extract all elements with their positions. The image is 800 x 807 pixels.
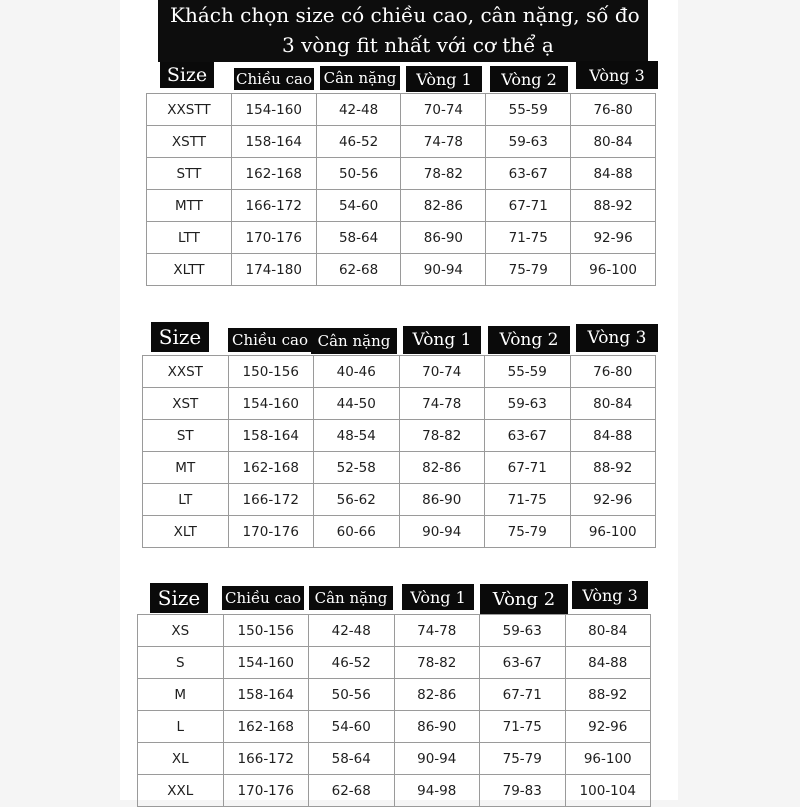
size-cell: STT <box>147 158 232 190</box>
weight-cell: 54-60 <box>316 190 401 222</box>
weight-cell: 56-62 <box>314 484 400 516</box>
table1-header-waist: Vòng 2 <box>490 66 568 92</box>
bust-cell: 86-90 <box>401 222 486 254</box>
height-cell: 150-156 <box>228 356 314 388</box>
weight-cell: 42-48 <box>316 94 401 126</box>
hip-cell: 80-84 <box>570 388 656 420</box>
waist-cell: 55-59 <box>485 356 571 388</box>
bust-cell: 74-78 <box>401 126 486 158</box>
table-row <box>138 775 651 807</box>
height-cell: 158-164 <box>228 420 314 452</box>
height-cell: 154-160 <box>223 647 309 679</box>
hip-cell: 96-100 <box>570 516 656 548</box>
waist-cell: 71-75 <box>480 711 566 743</box>
weight-cell: 44-50 <box>314 388 400 420</box>
height-cell: 166-172 <box>228 484 314 516</box>
weight-cell: 60-66 <box>314 516 400 548</box>
hip-cell: 96-100 <box>571 254 656 286</box>
waist-cell: 67-71 <box>485 452 571 484</box>
table2-header-size: Size <box>151 322 209 352</box>
hip-cell: 88-92 <box>570 452 656 484</box>
weight-cell: 62-68 <box>309 775 395 807</box>
table2-header-waist: Vòng 2 <box>488 326 570 354</box>
size-cell: MT <box>143 452 229 484</box>
hip-cell: 84-88 <box>571 158 656 190</box>
weight-cell: 52-58 <box>314 452 400 484</box>
table-row <box>147 126 656 158</box>
hip-cell: 92-96 <box>571 222 656 254</box>
waist-cell: 67-71 <box>486 190 571 222</box>
size-cell: XST <box>143 388 229 420</box>
waist-cell: 59-63 <box>480 615 566 647</box>
weight-cell: 42-48 <box>309 615 395 647</box>
table1-grid <box>146 93 656 286</box>
table1-header-size: Size <box>160 62 214 88</box>
height-cell: 154-160 <box>228 388 314 420</box>
hip-cell: 92-96 <box>570 484 656 516</box>
height-cell: 174-180 <box>231 254 316 286</box>
table1-header-height: Chiều cao <box>234 68 314 90</box>
table-row <box>143 516 656 548</box>
bust-cell: 70-74 <box>401 94 486 126</box>
hip-cell: 84-88 <box>565 647 651 679</box>
height-cell: 162-168 <box>223 711 309 743</box>
table-row <box>143 356 656 388</box>
bust-cell: 90-94 <box>399 516 485 548</box>
height-cell: 158-164 <box>231 126 316 158</box>
hip-cell: 92-96 <box>565 711 651 743</box>
table-row <box>143 452 656 484</box>
table3-header-height: Chiều cao <box>222 586 304 610</box>
bust-cell: 90-94 <box>394 743 480 775</box>
table-row <box>138 647 651 679</box>
hip-cell: 80-84 <box>571 126 656 158</box>
waist-cell: 59-63 <box>485 388 571 420</box>
table3-header-size: Size <box>150 583 208 613</box>
table-row <box>138 711 651 743</box>
height-cell: 170-176 <box>228 516 314 548</box>
table2-header-height: Chiều cao <box>228 328 312 352</box>
table1-header-bust: Vòng 1 <box>406 66 482 92</box>
hip-cell: 100-104 <box>565 775 651 807</box>
hip-cell: 84-88 <box>570 420 656 452</box>
table-row <box>147 254 656 286</box>
table-row <box>143 420 656 452</box>
title-line-2: 3 vòng fit nhất với cơ thể ạ <box>282 33 554 57</box>
bust-cell: 86-90 <box>399 484 485 516</box>
size-cell: XXL <box>138 775 224 807</box>
waist-cell: 79-83 <box>480 775 566 807</box>
table-row <box>138 679 651 711</box>
size-cell: LT <box>143 484 229 516</box>
waist-cell: 75-79 <box>486 254 571 286</box>
table2-header-hip: Vòng 3 <box>576 324 658 352</box>
height-cell: 162-168 <box>231 158 316 190</box>
size-cell: MTT <box>147 190 232 222</box>
size-cell: XLT <box>143 516 229 548</box>
weight-cell: 46-52 <box>316 126 401 158</box>
hip-cell: 88-92 <box>565 679 651 711</box>
size-cell: XXST <box>143 356 229 388</box>
bust-cell: 78-82 <box>399 420 485 452</box>
size-cell: M <box>138 679 224 711</box>
height-cell: 170-176 <box>231 222 316 254</box>
table2-grid <box>142 355 656 548</box>
hip-cell: 76-80 <box>571 94 656 126</box>
bust-cell: 82-86 <box>401 190 486 222</box>
size-cell: S <box>138 647 224 679</box>
size-cell: XLTT <box>147 254 232 286</box>
table2-header-bust: Vòng 1 <box>403 326 481 354</box>
bust-cell: 70-74 <box>399 356 485 388</box>
table2-header-weight: Cân nặng <box>311 328 397 354</box>
waist-cell: 59-63 <box>486 126 571 158</box>
table1-header-weight: Cân nặng <box>320 66 400 90</box>
weight-cell: 62-68 <box>316 254 401 286</box>
bust-cell: 74-78 <box>399 388 485 420</box>
table3-header-hip: Vòng 3 <box>572 581 648 609</box>
weight-cell: 46-52 <box>309 647 395 679</box>
height-cell: 158-164 <box>223 679 309 711</box>
table-row <box>147 190 656 222</box>
table-row <box>138 743 651 775</box>
waist-cell: 63-67 <box>486 158 571 190</box>
table-row <box>143 484 656 516</box>
size-cell: L <box>138 711 224 743</box>
size-cell: LTT <box>147 222 232 254</box>
table-row <box>147 158 656 190</box>
weight-cell: 58-64 <box>316 222 401 254</box>
hip-cell: 76-80 <box>570 356 656 388</box>
size-cell: XXSTT <box>147 94 232 126</box>
weight-cell: 58-64 <box>309 743 395 775</box>
waist-cell: 75-79 <box>485 516 571 548</box>
table-row <box>138 615 651 647</box>
table3-header-waist: Vòng 2 <box>480 584 568 614</box>
size-cell: XS <box>138 615 224 647</box>
table3-header-bust: Vòng 1 <box>402 584 474 610</box>
height-cell: 170-176 <box>223 775 309 807</box>
bust-cell: 86-90 <box>394 711 480 743</box>
weight-cell: 48-54 <box>314 420 400 452</box>
table3-grid <box>137 614 651 807</box>
bust-cell: 90-94 <box>401 254 486 286</box>
size-cell: XSTT <box>147 126 232 158</box>
weight-cell: 50-56 <box>316 158 401 190</box>
table3-header-weight: Cân nặng <box>309 586 393 610</box>
waist-cell: 63-67 <box>485 420 571 452</box>
height-cell: 166-172 <box>231 190 316 222</box>
hip-cell: 96-100 <box>565 743 651 775</box>
table1-header-hip: Vòng 3 <box>576 61 658 89</box>
waist-cell: 71-75 <box>485 484 571 516</box>
waist-cell: 63-67 <box>480 647 566 679</box>
height-cell: 166-172 <box>223 743 309 775</box>
height-cell: 162-168 <box>228 452 314 484</box>
table-row <box>147 94 656 126</box>
bust-cell: 74-78 <box>394 615 480 647</box>
height-cell: 154-160 <box>231 94 316 126</box>
bust-cell: 94-98 <box>394 775 480 807</box>
height-cell: 150-156 <box>223 615 309 647</box>
waist-cell: 55-59 <box>486 94 571 126</box>
weight-cell: 50-56 <box>309 679 395 711</box>
size-cell: ST <box>143 420 229 452</box>
bust-cell: 78-82 <box>401 158 486 190</box>
weight-cell: 54-60 <box>309 711 395 743</box>
size-cell: XL <box>138 743 224 775</box>
bust-cell: 82-86 <box>399 452 485 484</box>
weight-cell: 40-46 <box>314 356 400 388</box>
title-banner <box>158 0 648 62</box>
hip-cell: 88-92 <box>571 190 656 222</box>
hip-cell: 80-84 <box>565 615 651 647</box>
waist-cell: 75-79 <box>480 743 566 775</box>
table-row <box>147 222 656 254</box>
bust-cell: 82-86 <box>394 679 480 711</box>
title-line-1: Khách chọn size có chiều cao, cân nặng, số đo <box>170 3 640 27</box>
bust-cell: 78-82 <box>394 647 480 679</box>
waist-cell: 71-75 <box>486 222 571 254</box>
waist-cell: 67-71 <box>480 679 566 711</box>
table-row <box>143 388 656 420</box>
